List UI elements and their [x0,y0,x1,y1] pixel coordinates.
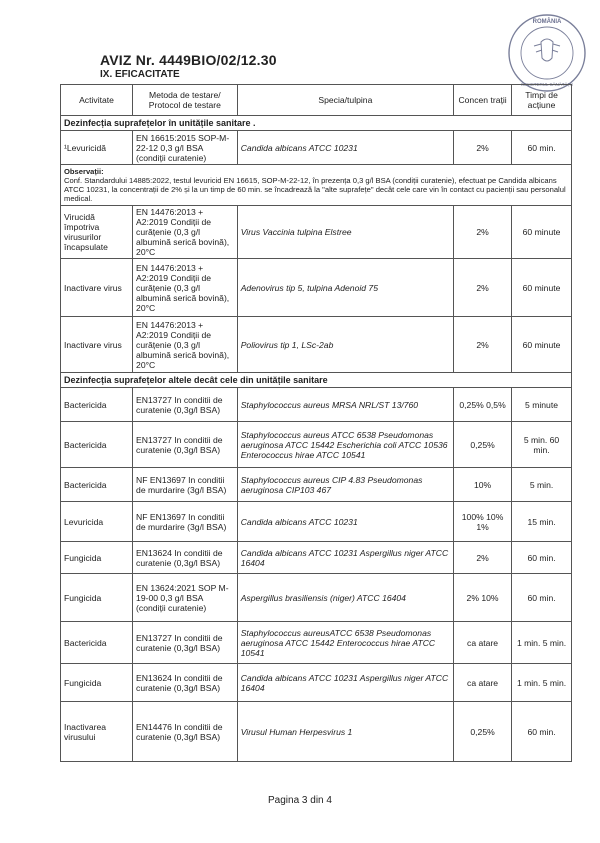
cell-activitate: Bactericida [61,388,133,422]
table-row [61,131,572,165]
cell-specia: Poliovirus tip 1, LSc-2ab [237,317,453,373]
cell-metoda: EN 13624:2021 SOP M-19-00 0,3 g/l BSA (condiții curatenie) [133,574,238,622]
cell-activitate: Levuricida [61,502,133,542]
table-row [61,622,572,664]
cell-concentratie: 2% [454,206,512,259]
table-row [61,422,572,468]
cell-specia: Candida albicans ATCC 10231 Aspergillus niger ATCC 16404 [237,664,453,702]
header-timpi: Timpi de acțiune [512,85,572,116]
cell-activitate: Virucidă împotriva virusurilor încapsulate [61,206,133,259]
cell-concentratie: 10% [454,468,512,502]
cell-timp: 60 minute [512,206,572,259]
cell-activitate: Fungicida [61,542,133,574]
table-row [61,259,572,317]
cell-timp: 1 min. 5 min. [512,622,572,664]
table-row [61,542,572,574]
notes-row [61,165,572,206]
cell-specia: Candida albicans ATCC 10231 [237,502,453,542]
notes-text: Conf. Standardului 14885:2022, testul levuricid EN 16615, SOP-M-22-12, în prezența 0,3 g/l BSA (condiții curatenie), efectuat pe Candida albicans ATCC 10231, la concentrații de 2% și la un timp de 60 min. se încadrează la "alte suprafețe" decât cele care vin în contact cu pacienții sau personalul medical. [64,176,566,203]
table-row [61,702,572,762]
cell-timp: 15 min. [512,502,572,542]
cell-specia: Virus Vaccinia tulpina Elstree [237,206,453,259]
document-title: AVIZ Nr. 4449BIO/02/12.30 [100,52,277,68]
cell-concentratie: 0,25% 0,5% [454,388,512,422]
cell-activitate: Bactericida [61,422,133,468]
cell-specia: Candida albicans ATCC 10231 Aspergillus niger ATCC 16404 [237,542,453,574]
svg-text:MINISTERUL SĂNĂTĂȚII: MINISTERUL SĂNĂTĂȚII [521,82,573,87]
table-row [61,574,572,622]
cell-timp: 60 min. [512,574,572,622]
table-row [61,502,572,542]
cell-metoda: EN13624 In conditii de curatenie (0,3g/l BSA) [133,542,238,574]
cell-concentratie: 100% 10% 1% [454,502,512,542]
cell-timp: 5 minute [512,388,572,422]
cell-concentratie: ca atare [454,622,512,664]
table-row [61,468,572,502]
cell-concentratie: 2% [454,259,512,317]
cell-metoda: EN13624 In conditii de curatenie (0,3g/l BSA) [133,664,238,702]
cell-timp: 60 minute [512,259,572,317]
cell-specia: Staphylococcus aureus ATCC 6538 Pseudomonas aeruginosa ATCC 15442 Escherichia coli ATCC 10536 Enterococcus hirae ATCC 10541 [237,422,453,468]
cell-activitate: Inactivarea virusului [61,702,133,762]
cell-specia: Candida albicans ATCC 10231 [237,131,453,165]
cell-concentratie: 0,25% [454,422,512,468]
cell-timp: 60 min. [512,131,572,165]
cell-timp: 5 min. [512,468,572,502]
cell-metoda: EN13727 In conditii de curatenie (0,3g/l BSA) [133,622,238,664]
cell-timp: 60 minute [512,317,572,373]
cell-metoda: EN 14476:2013 + A2:2019 Condiții de curățenie (0,3 g/l albumină serică bovină), 20°C [133,259,238,317]
cell-metoda: EN 16615:2015 SOP-M-22-12 0,3 g/l BSA (condiții curatenie) [133,131,238,165]
cell-timp: 60 min. [512,702,572,762]
cell-specia: Staphylococcus aureusATCC 6538 Pseudomonas aeruginosa ATCC 15442 Enterococcus hirae ATCC 10541 [237,622,453,664]
efficacy-table [60,84,572,762]
section-row [61,116,572,131]
cell-concentratie: 2% [454,131,512,165]
cell-timp: 1 min. 5 min. [512,664,572,702]
section-row [61,373,572,388]
notes-cell [61,165,572,206]
table-row [61,206,572,259]
header-concentratii: Concen trații [454,85,512,116]
table-header-row [61,85,572,116]
cell-activitate: Fungicida [61,574,133,622]
cell-concentratie: 2% 10% [454,574,512,622]
table-row [61,664,572,702]
cell-specia: Staphylococcus aureus MRSA NRL/ST 13/760 [237,388,453,422]
cell-specia: Virusul Human Herpesvirus 1 [237,702,453,762]
cell-metoda: EN 14476:2013 + A2:2019 Condiții de curățenie (0,3 g/l albumină serică bovină), 20°C [133,317,238,373]
cell-specia: Adenovirus tip 5, tulpina Adenoid 75 [237,259,453,317]
cell-metoda: EN13727 In conditii de curatenie (0,3g/l BSA) [133,388,238,422]
header-specia: Specia/tulpina [237,85,453,116]
section-heading: IX. EFICACITATE [100,69,180,80]
cell-concentratie: 0,25% [454,702,512,762]
table-row [61,317,572,373]
cell-concentratie: 2% [454,317,512,373]
table-row [61,388,572,422]
official-stamp-icon [506,12,588,94]
cell-activitate: ¹Levuricidă [61,131,133,165]
cell-activitate: Bactericida [61,622,133,664]
notes-title: Observații: [64,167,104,176]
cell-concentratie: 2% [454,542,512,574]
section-title-sanitare: Dezinfecția suprafețelor în unitățile sanitare . [61,116,572,131]
svg-text:ROMÂNIA: ROMÂNIA [532,19,562,25]
header-metoda: Metoda de testare/ Protocol de testare [133,85,238,116]
cell-timp: 5 min. 60 min. [512,422,572,468]
cell-activitate: Fungicida [61,664,133,702]
cell-metoda: NF EN13697 In conditii de murdarire (3g/l BSA) [133,502,238,542]
cell-specia: Aspergillus brasiliensis (niger) ATCC 16404 [237,574,453,622]
cell-metoda: NF EN13697 In conditii de murdarire (3g/l BSA) [133,468,238,502]
cell-metoda: EN13727 In conditii de curatenie (0,3g/l BSA) [133,422,238,468]
section-title-other: Dezinfecția suprafețelor altele decât cele din unitățile sanitare [61,373,572,388]
cell-concentratie: ca atare [454,664,512,702]
cell-activitate: Bactericida [61,468,133,502]
cell-timp: 60 min. [512,542,572,574]
cell-metoda: EN14476 In conditii de curatenie (0,3g/l BSA) [133,702,238,762]
page-footer: Pagina 3 din 4 [268,795,332,806]
cell-activitate: Inactivare virus [61,259,133,317]
header-activitate: Activitate [61,85,133,116]
cell-activitate: Inactivare virus [61,317,133,373]
cell-specia: Staphylococcus aureus CIP 4.83 Pseudomonas aeruginosa CIP103 467 [237,468,453,502]
cell-metoda: EN 14476:2013 + A2:2019 Condiții de curățenie (0,3 g/l albumină serică bovină), 20°C [133,206,238,259]
